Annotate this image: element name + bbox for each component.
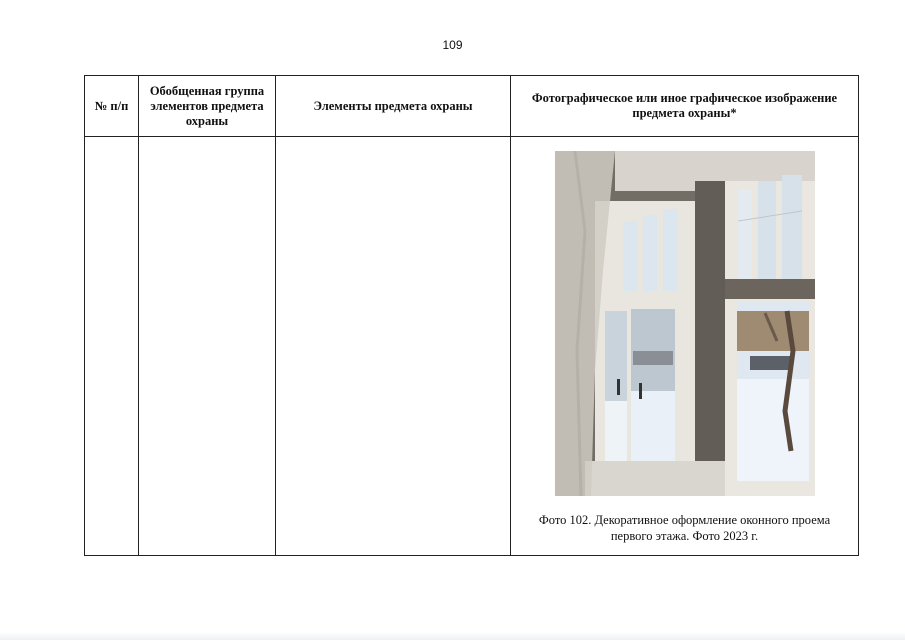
cell-photo <box>511 137 859 556</box>
table-row <box>85 137 859 556</box>
page-bottom-edge <box>0 632 905 640</box>
photo-caption <box>511 512 858 544</box>
page-number: 109 <box>442 38 463 52</box>
table-header-row <box>85 76 859 137</box>
cell-group <box>139 137 276 556</box>
protection-elements-table <box>84 75 859 556</box>
header-elements: Элементы предмета охраны <box>276 76 511 137</box>
header-number: № п/п <box>85 76 139 137</box>
header-photo: Фотографическое или иное графическое изображение предмета охраны* <box>511 76 859 137</box>
cell-number <box>85 137 139 556</box>
header-group: Обобщенная группа элементов предмета охраны <box>139 76 276 137</box>
cell-elements <box>276 137 511 556</box>
photo-caption-line1: Фото 102. Декоративное оформление оконного проема <box>538 513 831 527</box>
window-photo <box>555 151 815 496</box>
photo-caption-line2: первого этажа. Фото 2023 г. <box>610 529 759 543</box>
